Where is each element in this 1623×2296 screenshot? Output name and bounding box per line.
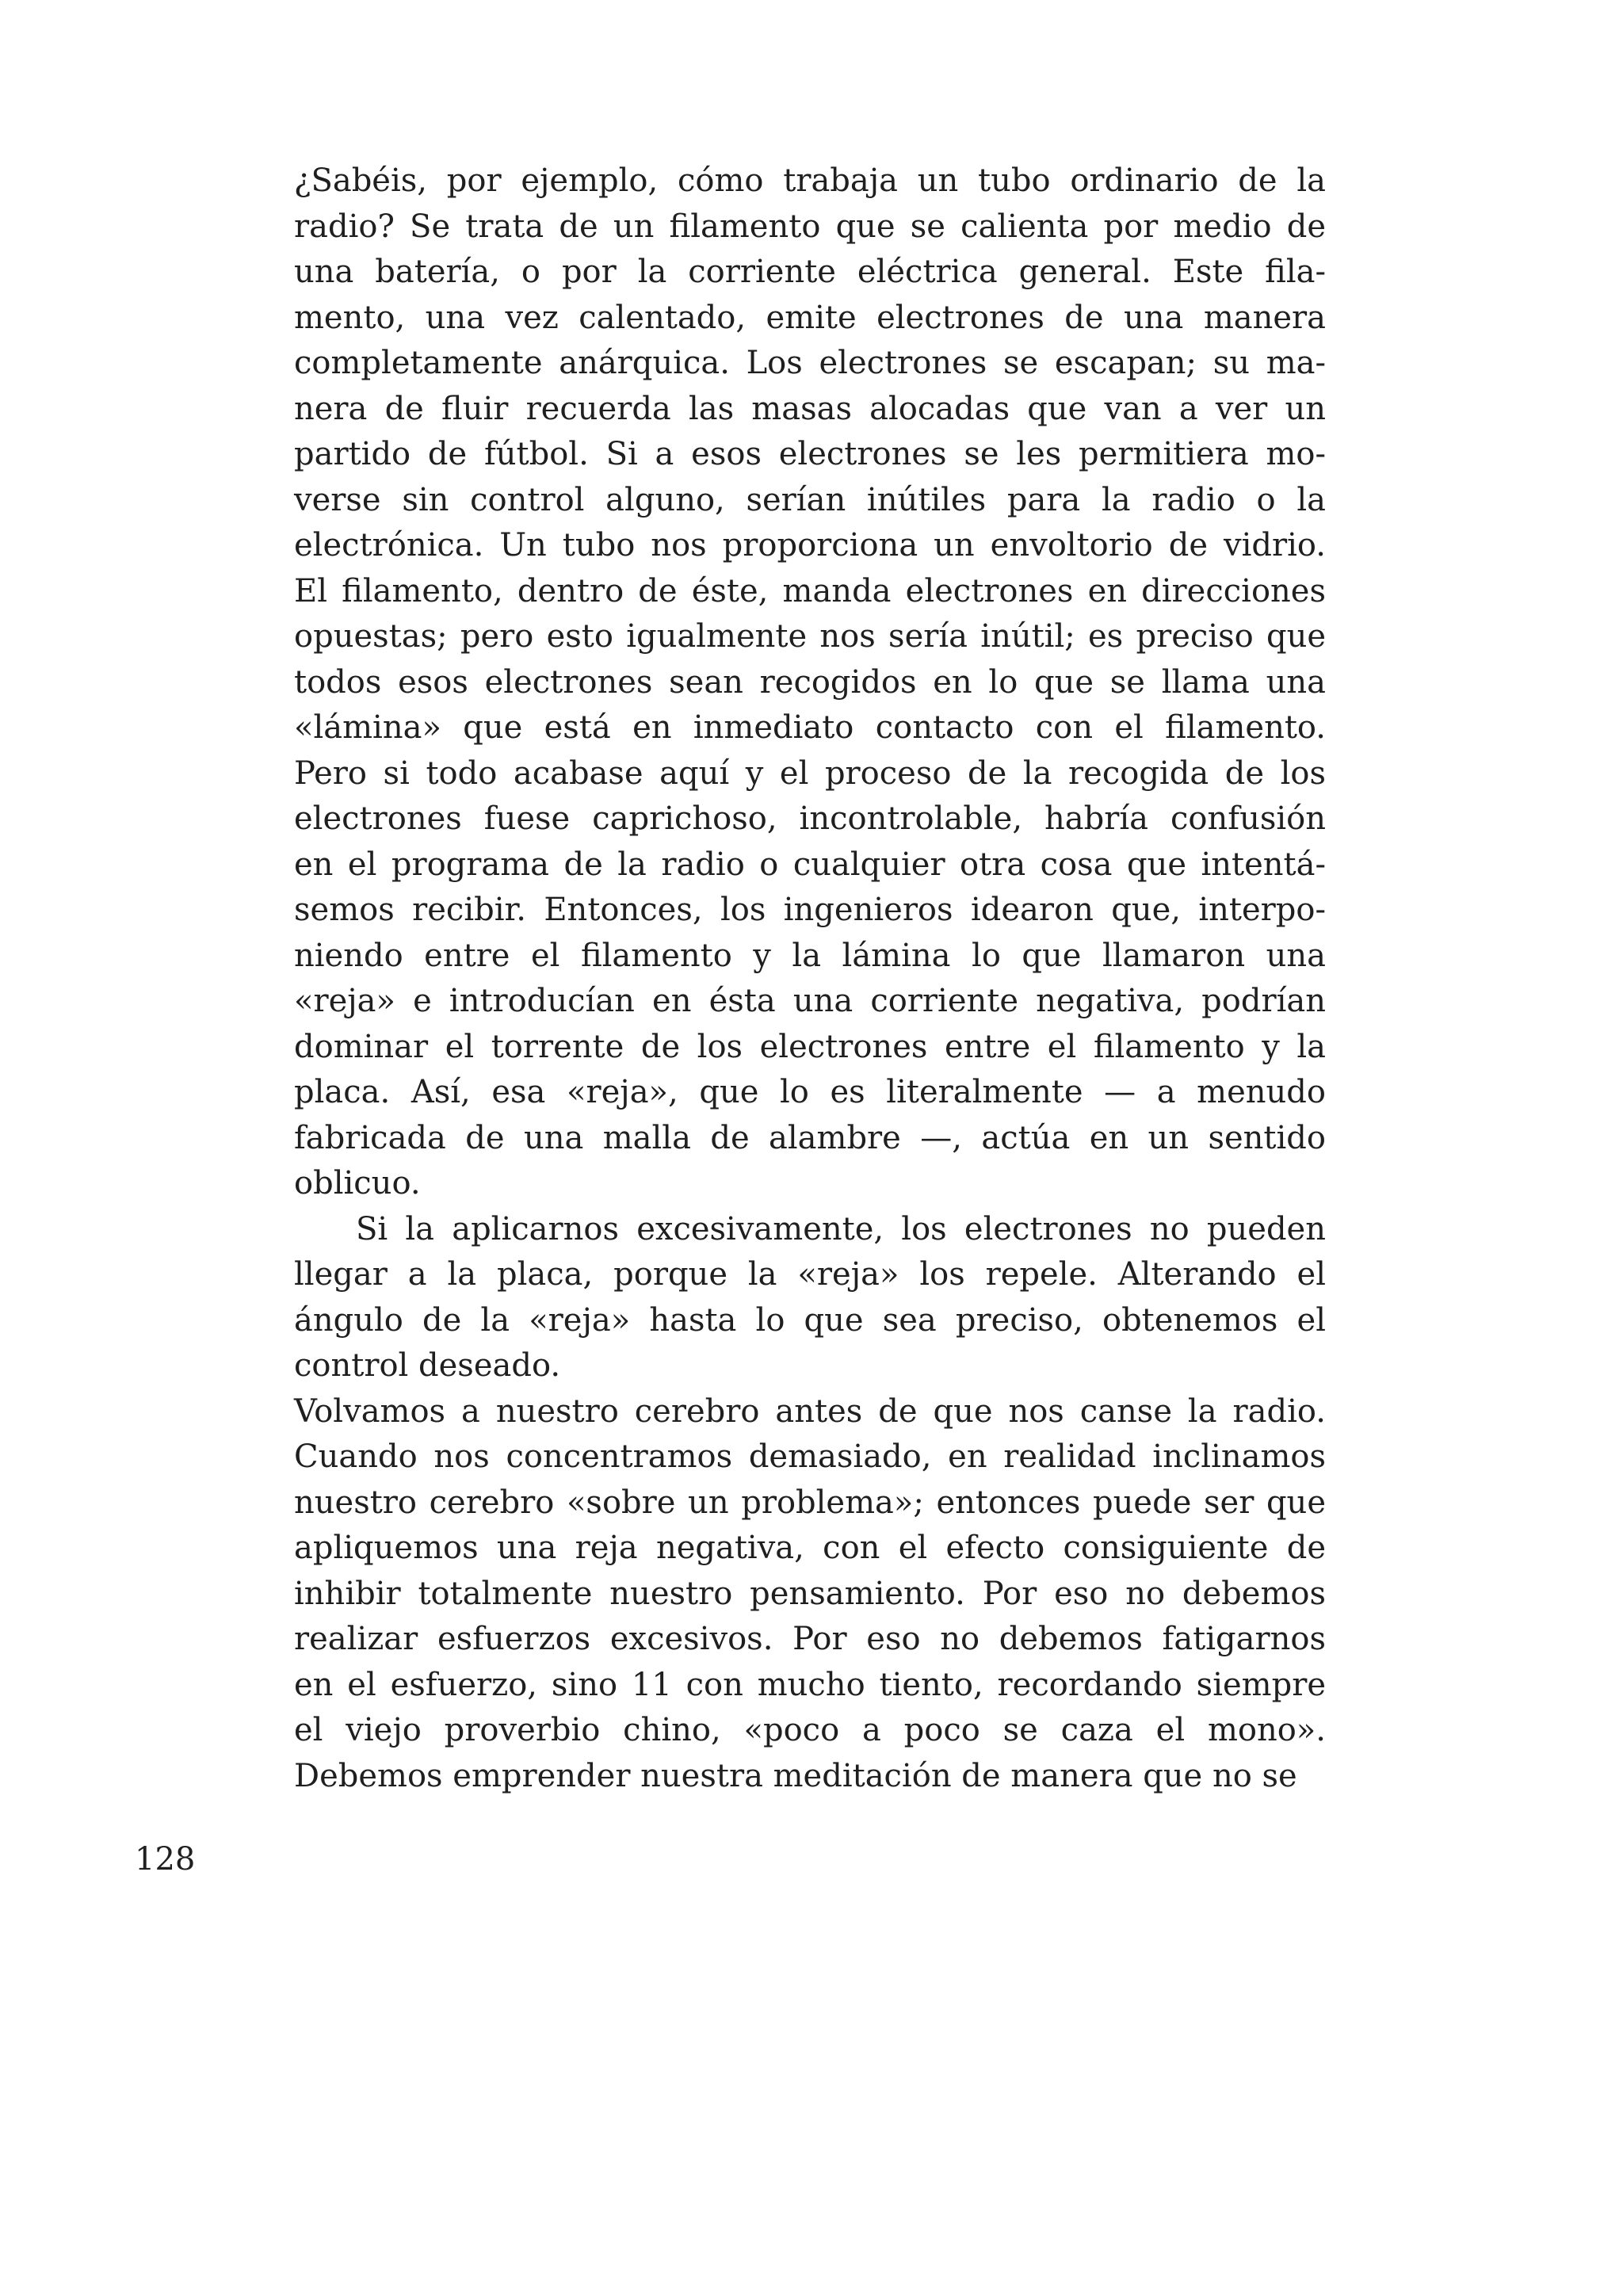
text-line: Pero si todo acabase aquí y el proceso de la recogida de los: [294, 755, 1326, 792]
text-line: apliquemos una reja negativa, con el efecto consiguiente de: [294, 1530, 1326, 1566]
text-line: todos esos electrones sean recogidos en lo que se llama una: [294, 663, 1326, 701]
text-line: ¿Sabéis, por ejemplo, cómo trabaja un tubo ordinario de la: [294, 162, 1326, 199]
text-line: electrones fuese caprichoso, incontrolable, habría confusión: [294, 800, 1326, 837]
text-line: inhibir totalmente nuestro pensamiento. Por eso no debemos: [294, 1575, 1326, 1612]
text-line: electrónica. Un tubo nos proporciona un envoltorio de vidrio.: [294, 527, 1326, 563]
text-line: Volvamos a nuestro cerebro antes de que nos canse la radio.: [294, 1392, 1326, 1430]
text-line: completamente anárquica. Los electrones se escapan; su ma-: [294, 345, 1326, 381]
text-line: el viejo proverbio chino, «poco a poco se caza el mono».: [294, 1712, 1326, 1748]
text-line: El filamento, dentro de éste, manda electrones en direcciones: [294, 572, 1326, 609]
text-line: radio? Se trata de un filamento que se calienta por medio de: [294, 208, 1326, 245]
text-line: fabricada de una malla de alambre —, actúa en un sentido: [294, 1119, 1326, 1156]
text-line: mento, una vez calentado, emite electrones de una manera: [294, 299, 1326, 336]
text-line: en el esfuerzo, sino 11 con mucho tiento, recordando siempre: [294, 1666, 1326, 1703]
body-text: [294, 159, 1326, 1799]
text-line: llegar a la placa, porque la «reja» los repele. Alterando el: [294, 1256, 1326, 1293]
text-line: Debemos emprender nuestra meditación de manera que no se: [294, 1757, 1297, 1794]
text-line: una batería, o por la corriente eléctrica general. Este fila-: [294, 254, 1326, 290]
text-line: «reja» e introducían en ésta una corriente negativa, podrían: [294, 983, 1326, 1019]
text-line: en el programa de la radio o cualquier otra cosa que intentá-: [294, 846, 1326, 883]
text-line: niendo entre el filamento y la lámina lo que llamaron una: [294, 937, 1326, 974]
text-line: nuestro cerebro «sobre un problema»; entonces puede ser que: [294, 1484, 1326, 1521]
text-line: «lámina» que está en inmediato contacto con el filamento.: [294, 709, 1326, 746]
text-line: Si la aplicarnos excesivamente, los electrones no pueden: [356, 1210, 1326, 1247]
text-line: control deseado.: [294, 1347, 561, 1384]
text-line: ángulo de la «reja» hasta lo que sea preciso, obtenemos el: [294, 1301, 1326, 1339]
text-line: partido de fútbol. Si a esos electrones se les permitiera mo-: [294, 436, 1326, 472]
text-line: verse sin control alguno, serían inútiles para la radio o la: [294, 481, 1326, 518]
text-line: dominar el torrente de los electrones entre el filamento y la: [294, 1028, 1326, 1065]
text-line: oblicuo.: [294, 1165, 421, 1201]
text-line: nera de fluir recuerda las masas alocadas que van a ver un: [294, 390, 1326, 427]
page-number: 128: [135, 1841, 196, 1878]
text-line: Cuando nos concentramos demasiado, en realidad inclinamos: [294, 1438, 1326, 1475]
text-line: placa. Así, esa «reja», que lo es literalmente — a menudo: [294, 1074, 1326, 1110]
text-line: realizar esfuerzos excesivos. Por eso no debemos fatigarnos: [294, 1621, 1326, 1657]
text-line: semos recibir. Entonces, los ingenieros idearon que, interpo-: [294, 892, 1326, 928]
text-line: opuestas; pero esto igualmente nos sería inútil; es preciso que: [294, 618, 1326, 655]
